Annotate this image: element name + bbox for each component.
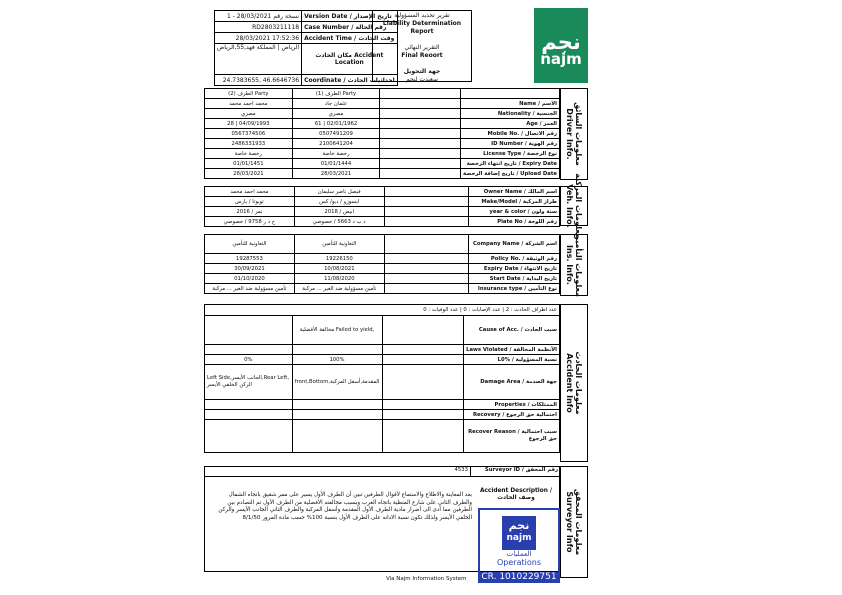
damage-label: Damage Area / جهة الصدمة (464, 365, 560, 400)
field-label: Insurance type / نوع التأمين (469, 284, 560, 294)
table-row (205, 139, 560, 149)
table-row (205, 119, 560, 129)
violated-label: Laws Violated / الأنظمة المخالفة (464, 345, 560, 355)
party2-value: 28/03/2021 (205, 169, 293, 179)
party2-value: رخصة خاصة (205, 149, 293, 159)
party2-value: 30/09/2021 (205, 264, 295, 274)
table-row (205, 284, 560, 294)
insurance-section-label: معلومات التأمين Ins. Info. (560, 234, 588, 296)
header-row (215, 11, 398, 22)
lo-label: L0% / نسبة المسؤولية (464, 355, 560, 365)
party1-value: تأمين مسؤولية ضد الغير ... مركبة (294, 284, 384, 294)
party2-value: تأمين مسؤولية ضد الغير ... مركبة (205, 284, 295, 294)
party2-value: مصري (205, 109, 293, 119)
field-label: Nationality / الجنسية (461, 109, 560, 119)
field-label: Policy No. / رقم الوثيقة (469, 254, 560, 264)
cause-p1: مخالفة الأفضلية Failed to yield, (292, 316, 382, 345)
report-title-ar: تقرير تحديد المسؤولية (394, 12, 450, 19)
accident-section-label: معلومات الحادث Accident Info (560, 304, 588, 462)
properties-label: Properties / الممتلكات (464, 400, 560, 410)
header-row (215, 33, 398, 44)
header-value: الرياض | المملكة فهد,55,الرياض (215, 44, 302, 75)
vehicle-table (204, 186, 560, 227)
field-label: Make/Model / طراز المركبة (469, 197, 560, 207)
operations-stamp (478, 508, 560, 580)
party1-value: 19226150 (294, 254, 384, 264)
surveyor-id-label: Surveyor ID / رقم المحقق (484, 467, 558, 473)
table-row (205, 99, 560, 109)
cause-label: Cause of Acc. / سبب الحادث (464, 316, 560, 345)
party2-value: 01/10/2020 (205, 274, 295, 284)
header-value: 28/03/2021 17:52:36 (215, 33, 302, 44)
party1-value: 11/08/2020 (294, 274, 384, 284)
party2-value: التعاونية للتأمين (205, 235, 295, 254)
header-label: مكان الحادث Accident Location (302, 44, 398, 75)
party1-value: ابيض / 2018 (294, 207, 384, 217)
surveyor-id-value: 4533 (454, 467, 468, 473)
header-value: 1 - نسخة رقم 28/03/2021 (215, 11, 302, 22)
accident-description: بعد المعاينة والاطلاع والاستماع لأقوال الطرفين تبين أن الطرف الأول يسير على ممر شقيق باتجاه الشمال والطرف الثاني على شارع المنظية باتجاه الغرب وبسبب مخالفته الأفضلية من الطرف الأول تم التصادم بين الطرفين مما أدى الى أضرار مادية الطرف الأول المقدمة وأسفل المركبة والطرف الثاني الجانب الأيسر والركن الخلفي الأيسر ولذلك تكون نسبة الادانه على الطرف الأول بنسبة 100% حسب مادة المرور 8/1/50 (218, 492, 472, 521)
report-type-en: Final Reoort (401, 52, 443, 59)
footer-note: Via Najm Information System (386, 576, 467, 582)
field-label: Name / الاسم (461, 99, 560, 109)
field-label: Start Date / تاريخ البداية (469, 274, 560, 284)
party1-value: 28/03/2021 (292, 169, 380, 179)
cause-p2 (205, 316, 293, 345)
referral-value: سعيدت لنجم (406, 76, 438, 83)
table-row (205, 197, 560, 207)
recovery-label: Recovery / احتمالية حق الرجوع (464, 410, 560, 420)
party2-value: محمد احمد محمد (205, 187, 295, 197)
party-header-row (205, 89, 560, 99)
header-row (215, 22, 398, 33)
report-title-en: Liability Determination Report (382, 20, 462, 35)
party2-value: 19287553 (205, 254, 295, 264)
table-row (205, 274, 560, 284)
driver-section-label: معلومات السائق Driver Info. (560, 88, 588, 180)
stamp-dept-en: Operations (497, 558, 541, 567)
driver-table (204, 88, 560, 179)
field-label: Owner Name / اسم المالك (469, 187, 560, 197)
recover-reason-label: Recover Reason / سبب احتمالية حق الرجوع (464, 420, 560, 453)
insurance-table (204, 234, 560, 294)
party2-value: نمر / 2016 (205, 207, 295, 217)
header-row (215, 44, 398, 75)
accident-counts: عدد اطراف الحادث : 2 | عدد الإصابات : 0 | عدد الوفيات : 0 (205, 305, 560, 316)
damage-p2: Left Side,الجانب الأيسر,Rear Left, الركن الخلفي الأيسر (205, 365, 293, 400)
field-label: ID Number / رقم الهوية (461, 139, 560, 149)
party1-value: 0507491209 (292, 129, 380, 139)
field-label: تاريخ انتهاء الرخصة / Expiry Date (461, 159, 560, 169)
header-label: Coordinate / احداثيات الحادث (302, 75, 398, 86)
header-value: 24.7383655, 46.6646736 (215, 75, 302, 86)
damage-p1: front,Bottom,المقدمة,أسفل المركبة (292, 365, 382, 400)
header-table (214, 10, 398, 86)
field-label: Expiry Date / تاريخ الانتهاء (469, 264, 560, 274)
party1-value: 61 | 02/01/1962 (292, 119, 380, 129)
table-row (205, 217, 560, 227)
party2-value: ح د ر 9758 / خصوصي (205, 217, 295, 227)
description-label: Accident Description / وصف الحادث (480, 488, 552, 501)
party1-value: فيصل ناصر سليمان (294, 187, 384, 197)
table-row (205, 187, 560, 197)
party2-value: محمد احمد محمد (205, 99, 293, 109)
table-row (205, 129, 560, 139)
table-row (205, 207, 560, 217)
party1-value: عثمان جاد (292, 99, 380, 109)
referral-ar: جهة التحويل (403, 68, 441, 75)
header-label: Version Date / تاريخ الإصدار (302, 11, 398, 22)
table-row (205, 264, 560, 274)
party1-value: 2100641204 (292, 139, 380, 149)
header-label: Accident Time / وقت الحادث (302, 33, 398, 44)
table-row (205, 169, 560, 179)
party1-value: 01/01/1444 (292, 159, 380, 169)
table-row (205, 109, 560, 119)
header-row (215, 75, 398, 86)
stamp-dept-ar: العمليات (506, 550, 532, 558)
table-row (205, 254, 560, 264)
party2-header: الطرف (2) Party (205, 89, 293, 99)
lo-p2: 0% (205, 355, 293, 365)
field-label: Company Name / اسم الشركة (469, 235, 560, 254)
field-label: Age / العمر (461, 119, 560, 129)
report-type-ar: التقرير النهائي (404, 44, 440, 51)
accident-table (204, 304, 560, 453)
party1-value: د ب د 5663 / خصوصي (294, 217, 384, 227)
party2-value: 28 | 04/09/1993 (205, 119, 293, 129)
lo-p1: 100% (292, 355, 382, 365)
party1-value: ايسوزو / ديو/ كس (294, 197, 384, 207)
table-row (205, 159, 560, 169)
logo-en: najm (540, 50, 582, 68)
table-row (205, 235, 560, 254)
party1-value: رخصة خاصة (292, 149, 380, 159)
party2-value: 01/01/1451 (205, 159, 293, 169)
party1-value: 10/08/2021 (294, 264, 384, 274)
header-label: Case Number / رقم الحالة (302, 22, 398, 33)
field-label: License Type / نوع الرخصة (461, 149, 560, 159)
logo-ar: نجم (541, 30, 581, 54)
field-label: Plate No / رقم اللوحة (469, 217, 560, 227)
party2-value: تويوتا / يارس (205, 197, 295, 207)
najm-logo (534, 8, 588, 83)
field-label: Mobile No. / رقم الاتصال (461, 129, 560, 139)
header-value: RD2803211118 (215, 22, 302, 33)
party2-value: 2486331933 (205, 139, 293, 149)
party1-value: التعاونية للتأمين (294, 235, 384, 254)
party2-value: 0567374506 (205, 129, 293, 139)
field-label: تاريخ إضافة الرخصة / Upload Date (461, 169, 560, 179)
table-row (205, 149, 560, 159)
party1-value: مصري (292, 109, 380, 119)
stamp-cr: CR. 1010229751 (478, 572, 560, 583)
vehicle-section-label: معلومات المركبة Veh. Info. (560, 186, 588, 226)
stamp-logo: نجم najm (502, 516, 536, 550)
title-frame (372, 10, 472, 82)
surveyor-section-label: معلومات المحقق Surveyor Info (560, 466, 588, 578)
party1-header: الطرف (1) Party (292, 89, 380, 99)
field-label: year & color / سنة ولون (469, 207, 560, 217)
